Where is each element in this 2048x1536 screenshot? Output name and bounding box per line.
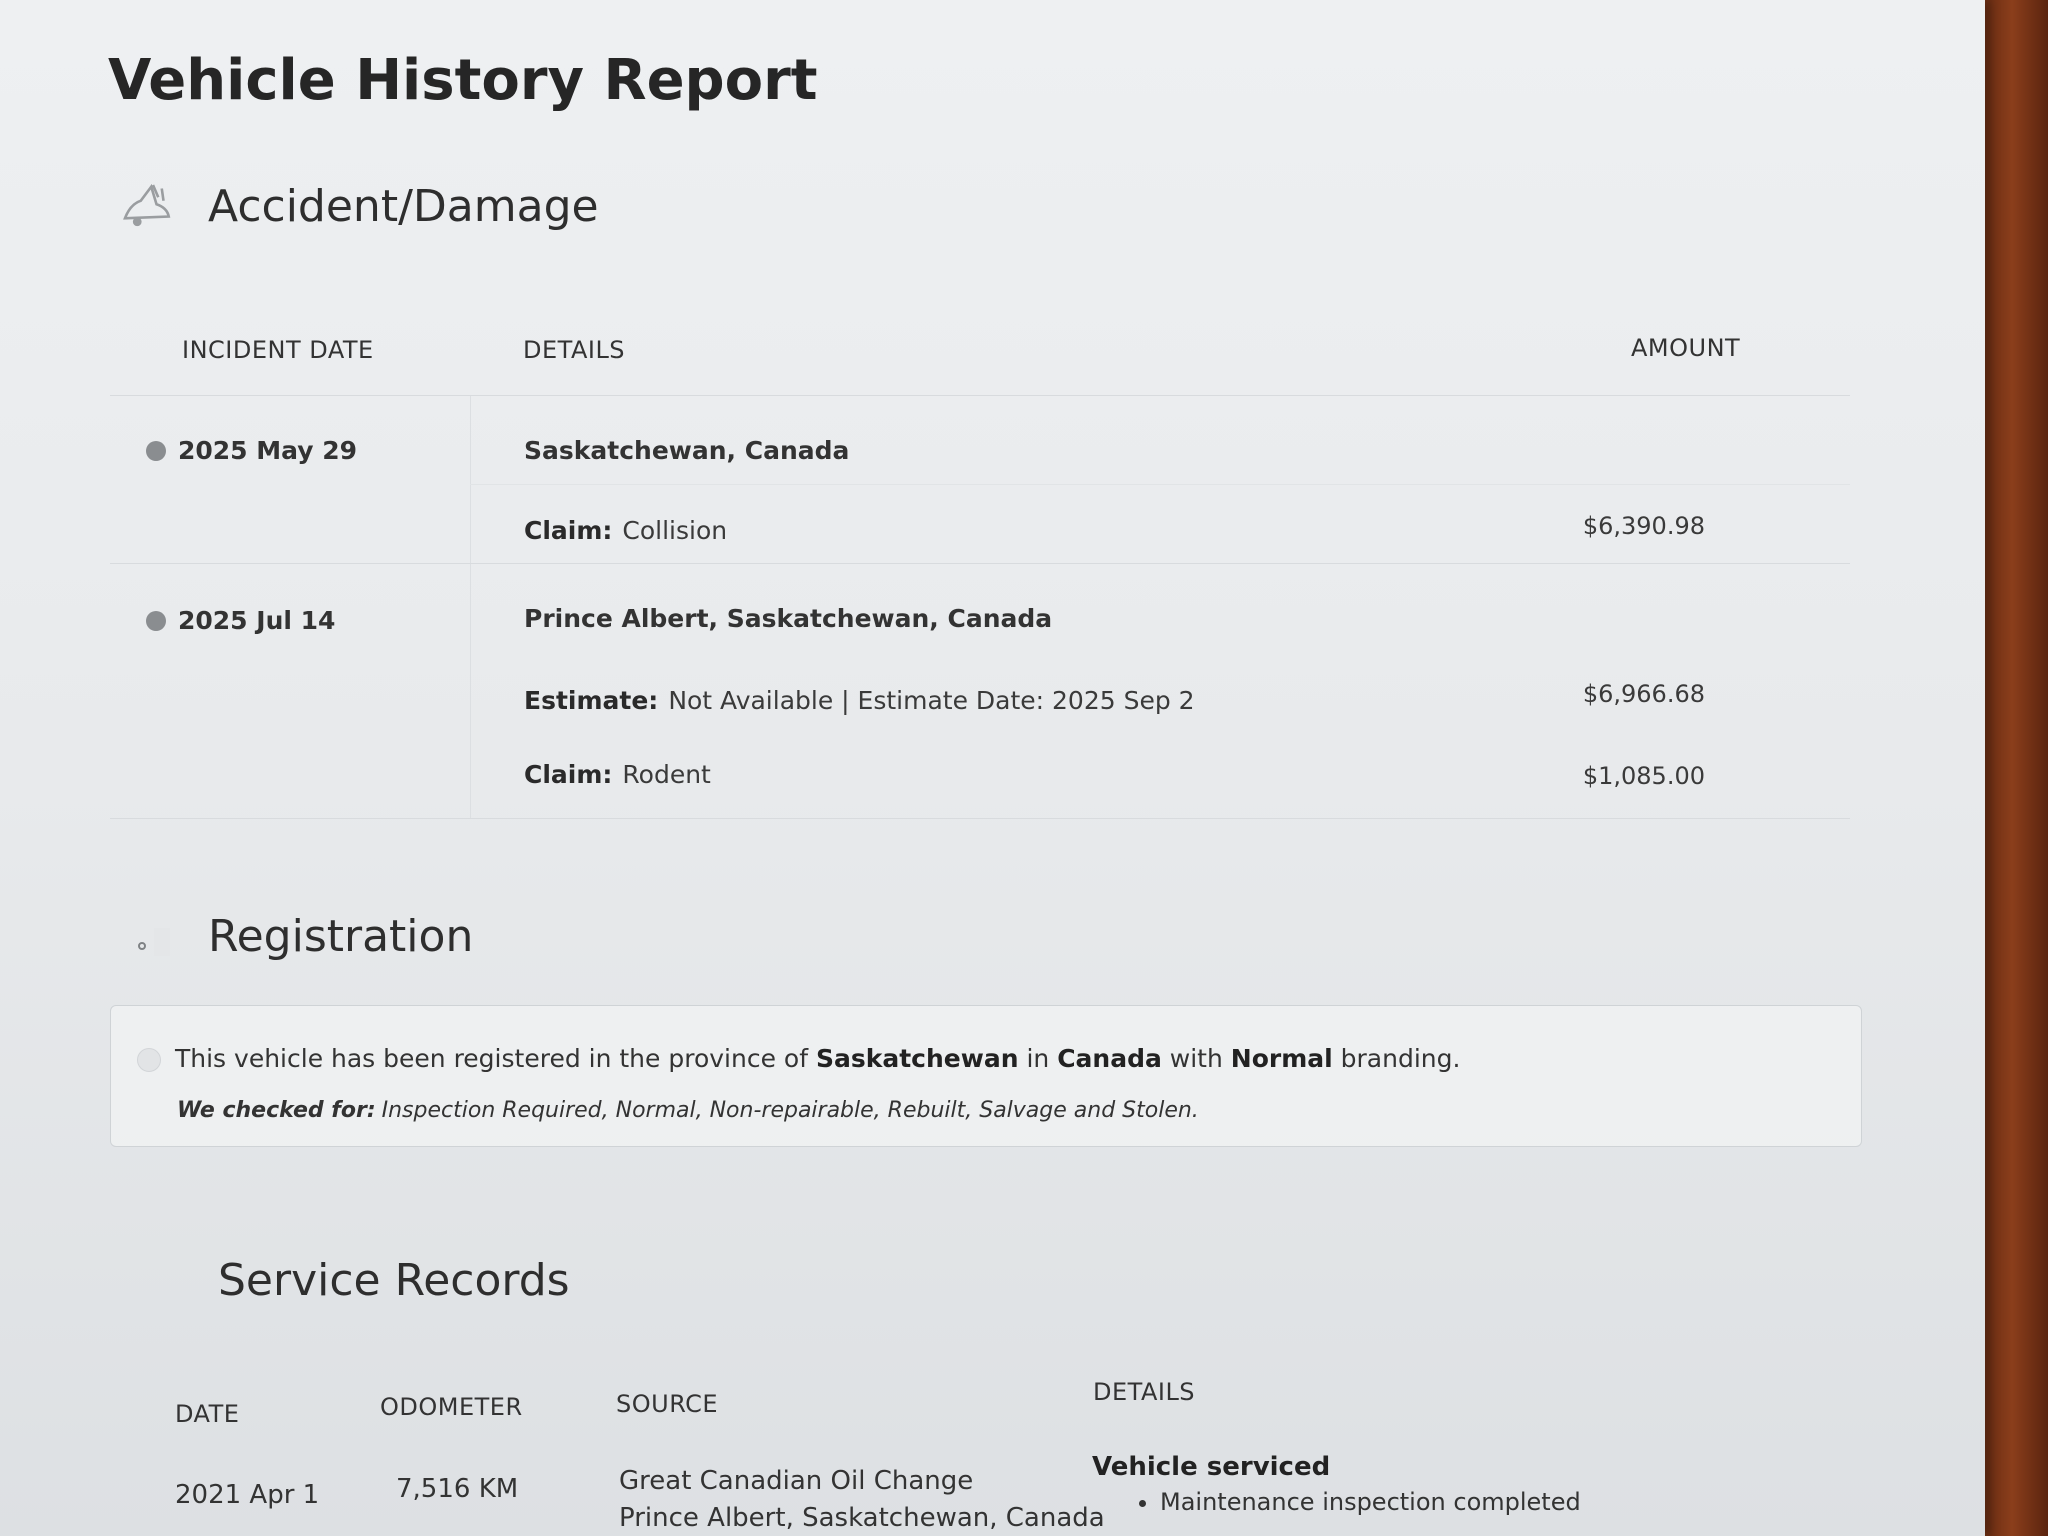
claim-value: Rodent: [622, 760, 711, 789]
incident-date-cell: [110, 396, 471, 564]
checked-for-line: [177, 1098, 1199, 1123]
claim-label: Claim:: [524, 516, 613, 545]
col-header-details: DETAILS: [1093, 1378, 1196, 1406]
service-date: 2021 Apr 1: [175, 1480, 320, 1510]
registration-icon: [118, 908, 174, 964]
registration-section-header: [118, 908, 473, 964]
registration-text-part: in: [1018, 1044, 1058, 1073]
report-title: Vehicle History Report: [108, 48, 818, 113]
service-source-location: Prince Albert, Saskatchewan, Canada: [619, 1503, 1105, 1533]
registration-branding: Normal: [1230, 1044, 1333, 1073]
registration-country: Canada: [1057, 1044, 1162, 1073]
col-header-date: DATE: [175, 1400, 240, 1428]
checked-for-label: We checked for:: [177, 1098, 376, 1123]
service-details-list: [1120, 1485, 1581, 1519]
claim-amount: $6,390.98: [1582, 512, 1705, 540]
col-header-odometer: ODOMETER: [380, 1393, 523, 1421]
registration-section-title: Registration: [208, 910, 474, 962]
checked-for-list: Inspection Required, Normal, Non-repairable, Rebuilt, Salvage and Stolen.: [381, 1098, 1199, 1123]
claim-label: Claim:: [524, 760, 613, 789]
estimate-value: Not Available | Estimate Date: 2025 Sep 2: [668, 686, 1195, 715]
col-header-amount: AMOUNT: [1631, 334, 1741, 362]
registration-text-part: branding.: [1332, 1044, 1461, 1073]
col-header-source: SOURCE: [616, 1390, 719, 1418]
table-bottom-border: [110, 818, 1850, 819]
incident-date-text: 2025 Jul 14: [178, 606, 336, 635]
registration-text-part: This vehicle has been registered in the province of: [175, 1044, 816, 1073]
incident-location: Saskatchewan, Canada: [524, 436, 850, 465]
timeline-dot-icon: [146, 611, 166, 631]
service-odometer: 7,516 KM: [396, 1474, 519, 1504]
service-detail-item: • Maintenance inspection completed: [1160, 1485, 1581, 1519]
incident-estimate-line: [524, 686, 1195, 715]
car-crash-icon: [118, 178, 174, 234]
service-section-title: Service Records: [218, 1254, 570, 1306]
service-section-header: [128, 1252, 570, 1308]
incident-row: [110, 395, 1850, 564]
col-header-incident-date: INCIDENT DATE: [182, 336, 374, 364]
incident-location: Prince Albert, Saskatchewan, Canada: [524, 604, 1053, 633]
claim-amount: $1,085.00: [1582, 762, 1705, 790]
accident-section-title: Accident/Damage: [208, 180, 599, 232]
registration-province: Saskatchewan: [815, 1044, 1019, 1073]
incident-claim-line: [524, 760, 711, 789]
service-source-name: Great Canadian Oil Change: [619, 1466, 974, 1496]
registration-summary-box: [110, 1005, 1862, 1147]
registration-statement: [175, 1044, 1460, 1073]
incident-date-text: 2025 May 29: [178, 436, 358, 465]
service-icon: [128, 1252, 184, 1308]
registration-text-part: with: [1161, 1044, 1231, 1073]
claim-value: Collision: [622, 516, 728, 545]
service-details-title: Vehicle serviced: [1092, 1452, 1331, 1482]
accident-section-header: [118, 178, 599, 234]
col-header-details: DETAILS: [523, 336, 626, 364]
timeline-dot-icon: [146, 441, 166, 461]
incident-date-cell: [110, 564, 471, 819]
incident-row: [110, 563, 1850, 819]
incident-date: [146, 436, 357, 465]
estimate-amount: $6,966.68: [1582, 680, 1705, 708]
incident-claim-line: [524, 516, 727, 545]
estimate-label: Estimate:: [524, 686, 659, 715]
info-circle-icon: [137, 1048, 161, 1072]
row-divider: [470, 484, 1850, 485]
incident-date: [146, 606, 335, 635]
